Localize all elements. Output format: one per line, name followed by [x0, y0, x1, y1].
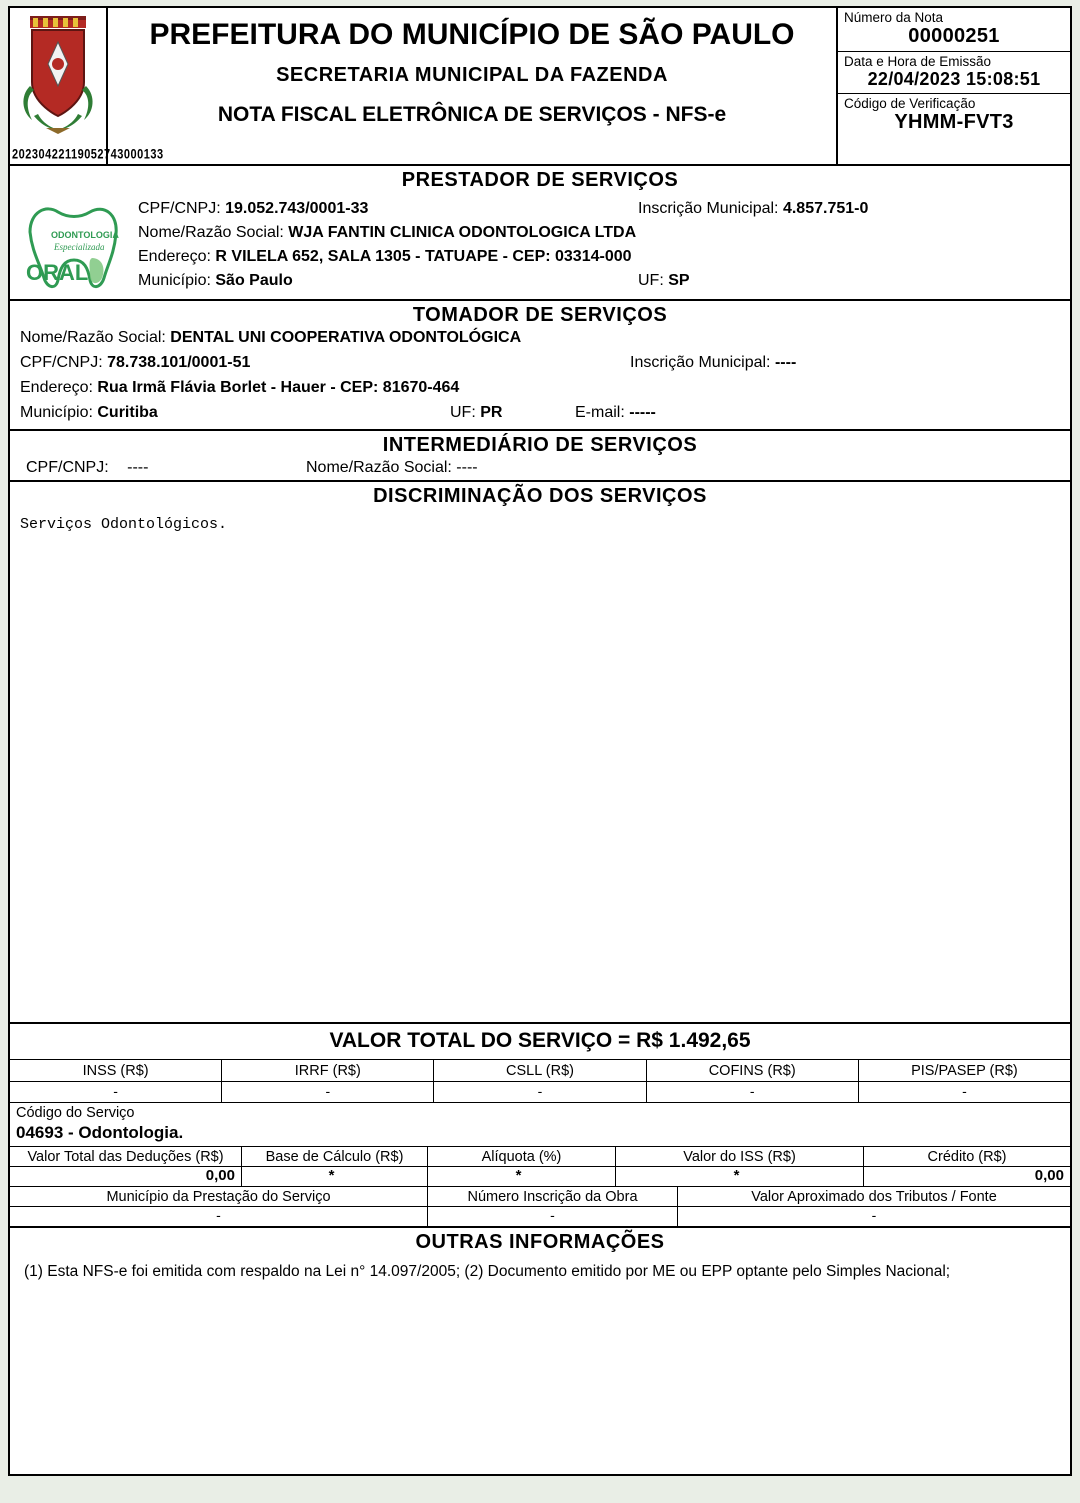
- prestador-fields: [138, 194, 1070, 299]
- tomador-cnpj-value: 78.738.101/0001-51: [107, 354, 251, 371]
- inscricao-obra-value: -: [428, 1207, 678, 1226]
- tomador-uf-label: UF:: [450, 404, 476, 421]
- tomador-nome-value: DENTAL UNI COOPERATIVA ODONTOLÓGICA: [170, 329, 522, 346]
- tax-value-irrf: -: [222, 1082, 434, 1102]
- prestador-uf-value: SP: [668, 272, 690, 289]
- tax-value-inss: -: [10, 1082, 222, 1102]
- outras-informacoes-body: (1) Esta NFS-e foi emitida com respaldo na Lei n° 14.097/2005; (2) Documento emitido por ME ou EPP optante pelo Simples Nacional;: [24, 1263, 951, 1280]
- document-header: [10, 8, 1070, 166]
- nota-number-value: 00000251: [908, 25, 1000, 47]
- prestador-section-title: PRESTADOR DE SERVIÇOS: [401, 169, 679, 191]
- prestador-municipio-label: Município:: [138, 272, 211, 289]
- tributos-fonte-value: -: [871, 1207, 877, 1223]
- tomador-endereco-row: [20, 379, 1060, 397]
- tributos-fonte-header: Valor Aproximado dos Tributos / Fonte: [751, 1189, 997, 1205]
- discriminacao-section-title: DISCRIMINAÇÃO DOS SERVIÇOS: [373, 485, 707, 507]
- prestador-inscricao-label: Inscrição Municipal:: [638, 200, 779, 217]
- intermediario-nome-label: Nome/Razão Social:: [306, 459, 452, 476]
- prestador-municipio-row: [138, 272, 1070, 290]
- tomador-uf-value: PR: [480, 404, 503, 421]
- emission-date-block: [838, 52, 1070, 94]
- nota-number-label: Número da Nota: [844, 10, 944, 25]
- nota-number-block: [838, 8, 1070, 52]
- prestador-cnpj-row: [138, 200, 1070, 218]
- logo-text-odontologia: ODONTOLOGIA: [51, 230, 119, 240]
- prestador-nome-row: [138, 224, 1070, 242]
- intermediario-section-title: INTERMEDIÁRIO DE SERVIÇOS: [382, 434, 698, 456]
- header-meta-panel: [838, 8, 1070, 164]
- tomador-municipio-row: [20, 404, 1060, 422]
- prestador-cnpj-value: 19.052.743/0001-33: [225, 200, 369, 217]
- tomador-nome-row: [20, 329, 1060, 347]
- tax-value-cofins: -: [647, 1082, 859, 1102]
- tax-header-csll: CSLL (R$): [434, 1060, 646, 1081]
- emission-date-label: Data e Hora de Emissão: [844, 54, 992, 69]
- sao-paulo-coat-of-arms-icon: [16, 12, 100, 136]
- tomador-inscricao-value: ----: [774, 354, 797, 371]
- codigo-servico-value: 04693 - Odontologia.: [16, 1123, 184, 1142]
- discriminacao-body: Serviços Odontológicos.: [20, 516, 228, 533]
- header-subtitle: SECRETARIA MUNICIPAL DA FAZENDA: [276, 64, 668, 86]
- deducoes-header-base: Base de Cálculo (R$): [242, 1147, 428, 1166]
- deducoes-header-credito: Crédito (R$): [927, 1149, 1007, 1165]
- deducoes-header-total: Valor Total das Deduções (R$): [10, 1147, 242, 1166]
- logo-text-oral: ORAL: [26, 260, 89, 285]
- verification-code-value: YHMM-FVT3: [894, 111, 1014, 133]
- municipio-prestacao-value: -: [10, 1207, 428, 1226]
- prestador-section: [10, 166, 1070, 301]
- tax-value-csll: -: [434, 1082, 646, 1102]
- verification-code-block: [838, 94, 1070, 137]
- header-document-type: NOTA FISCAL ELETRÔNICA DE SERVIÇOS - NFS-e: [217, 103, 727, 126]
- tomador-section-title: TOMADOR DE SERVIÇOS: [412, 304, 668, 326]
- page-title: PREFEITURA DO MUNICÍPIO DE SÃO PAULO: [149, 18, 795, 51]
- nfse-document: [8, 6, 1072, 1476]
- tomador-municipio-value: Curitiba: [97, 404, 158, 421]
- tomador-inscricao-label: Inscrição Municipal:: [630, 354, 771, 371]
- tomador-cnpj-label: CPF/CNPJ:: [20, 354, 103, 371]
- deducoes-value-base: *: [242, 1167, 428, 1186]
- municipio-prestacao-header: Município da Prestação do Serviço: [10, 1187, 428, 1206]
- header-titles: [108, 8, 838, 164]
- deducoes-value-aliquota: *: [428, 1167, 616, 1186]
- deducoes-values-row: [10, 1167, 1070, 1187]
- emission-date-value: 22/04/2023 15:08:51: [867, 69, 1041, 89]
- intermediario-nome-value: ----: [456, 459, 478, 476]
- logo-text-especializada: Especializada: [54, 242, 105, 252]
- deducoes-value-iss: *: [616, 1167, 864, 1186]
- prestador-municipio-value: São Paulo: [215, 272, 293, 289]
- total-value-label: VALOR TOTAL DO SERVIÇO = R$ 1.492,65: [329, 1029, 751, 1052]
- tomador-cnpj-row: [20, 354, 1060, 372]
- total-section: [10, 1024, 1070, 1060]
- deducoes-value-credito: 0,00: [1034, 1167, 1064, 1184]
- codigo-servico-label: Código do Serviço: [16, 1105, 135, 1121]
- verification-code-label: Código de Verificação: [844, 96, 976, 111]
- deducoes-header-row: [10, 1147, 1070, 1167]
- nfse-key-text: 20230422119052743000133: [12, 147, 164, 162]
- crest-cell: [10, 8, 164, 164]
- tomador-endereco-label: Endereço:: [20, 379, 93, 396]
- tomador-email-label: E-mail:: [575, 404, 625, 421]
- inscricao-obra-header: Número Inscrição da Obra: [428, 1187, 678, 1206]
- tax-value-pis: -: [962, 1083, 967, 1099]
- outras-informacoes-section: [10, 1228, 1070, 1283]
- discriminacao-section: [10, 482, 1070, 1024]
- prestador-uf-label: UF:: [638, 272, 664, 289]
- prestador-nome-label: Nome/Razão Social:: [138, 224, 284, 241]
- codigo-servico-section: [10, 1103, 1070, 1147]
- tomador-municipio-label: Município:: [20, 404, 93, 421]
- municipio-prestacao-values-row: [10, 1207, 1070, 1228]
- tomador-body: [10, 329, 1070, 422]
- tomador-nome-label: Nome/Razão Social:: [20, 329, 166, 346]
- tomador-email-value: -----: [629, 404, 656, 421]
- tax-table-values: [10, 1082, 1070, 1103]
- municipio-prestacao-header-row: [10, 1187, 1070, 1207]
- tax-table-header: [10, 1060, 1070, 1082]
- intermediario-cnpj-label: CPF/CNPJ:: [26, 459, 109, 476]
- outras-informacoes-title: OUTRAS INFORMAÇÕES: [415, 1231, 665, 1253]
- provider-logo-cell: [10, 194, 138, 299]
- prestador-endereco-row: [138, 248, 1070, 266]
- intermediario-cnpj-value: ----: [127, 459, 149, 476]
- tax-header-irrf: IRRF (R$): [222, 1060, 434, 1081]
- prestador-cnpj-label: CPF/CNPJ:: [138, 200, 221, 217]
- tomador-section: [10, 301, 1070, 431]
- deducoes-header-iss: Valor do ISS (R$): [616, 1147, 864, 1166]
- prestador-body: [10, 194, 1070, 299]
- prestador-inscricao-value: 4.857.751-0: [782, 200, 869, 217]
- intermediario-body: [10, 459, 1070, 480]
- tooth-logo-icon: [18, 198, 130, 294]
- prestador-nome-value: WJA FANTIN CLINICA ODONTOLOGICA LTDA: [288, 224, 637, 241]
- tax-header-inss: INSS (R$): [10, 1060, 222, 1081]
- prestador-endereco-value: R VILELA 652, SALA 1305 - TATUAPE - CEP: 03314-000: [215, 248, 632, 265]
- deducoes-value-total: 0,00: [10, 1167, 242, 1186]
- prestador-endereco-label: Endereço:: [138, 248, 211, 265]
- deducoes-header-aliquota: Alíquota (%): [428, 1147, 616, 1166]
- intermediario-section: [10, 431, 1070, 482]
- tax-header-pis: PIS/PASEP (R$): [911, 1063, 1018, 1079]
- tomador-endereco-value: Rua Irmã Flávia Borlet - Hauer - CEP: 81670-464: [97, 379, 460, 396]
- tax-header-cofins: COFINS (R$): [647, 1060, 859, 1081]
